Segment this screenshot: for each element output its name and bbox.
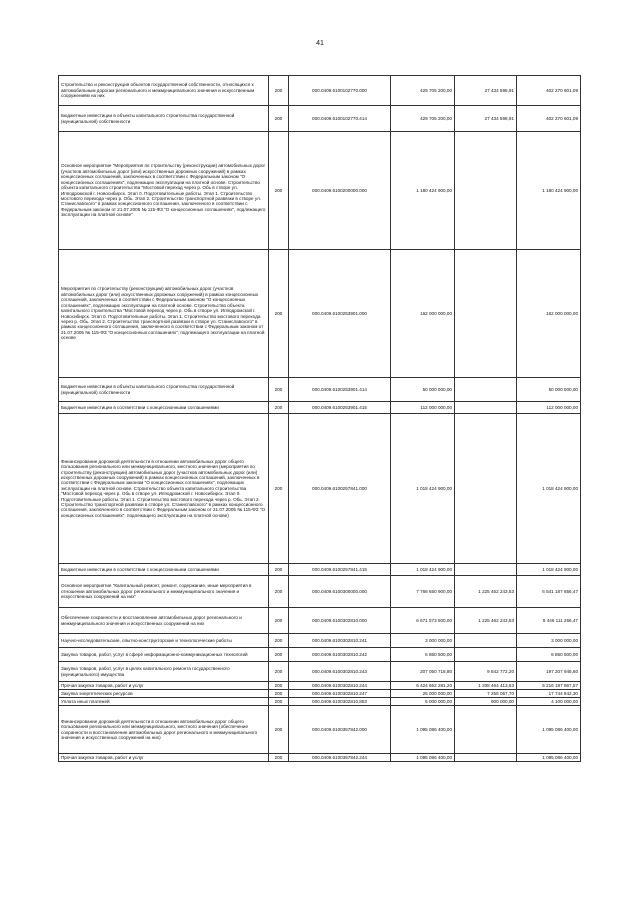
row-kbk: 000.0409.6100102770.000 — [289, 76, 391, 106]
row-remaining: 3 000 000,00 — [517, 634, 581, 648]
table-row — [59, 576, 581, 608]
row-name: Мероприятия по строительству (реконструкции) автомобильных дорог (участков автомобильных дорог (или) искусственных дорожных сооружений) в рамках концессионных соглашений, заключенных в соответствии с Федеральным законом "О концессионных соглашениях", подлежащих эксплуатации на платной основе. Строительство объекта капитального строительства "Мостовой переход через р. Обь в створе ул. Ипподромской г. Новосибирск. Этап 0. Подготовительные работы. Этап 1. Строительство мостового перехода через р. Обь. Этап 2. Строительство транспортной развязки в створе ул. Станиславского" в рамках концессионного соглашения, заключенного в соответствии с Федеральным законом от 21.07.2005 № 115-ФЗ "О концессионных соглашениях", подлежащего эксплуатации на платной основе — [59, 250, 269, 378]
row-remaining: 1 180 424 900,00 — [517, 132, 581, 250]
row-executed: 900 000,00 — [455, 698, 517, 706]
table-row — [59, 378, 581, 402]
row-approved: 25 000 000,00 — [391, 690, 455, 698]
row-code: 200 — [269, 754, 289, 762]
row-executed — [455, 132, 517, 250]
row-remaining: 17 744 942,30 — [517, 690, 581, 698]
row-approved: 429 705 200,00 — [391, 76, 455, 106]
row-kbk: 000.0409.6100302810.241 — [289, 634, 391, 648]
row-remaining: 402 270 601,09 — [517, 106, 581, 132]
row-name: Основное мероприятие "Мероприятия по строительству (реконструкции) автомобильных дорог (участков автомобильных дорог (или) искусственных дорожных сооружений) в рамках концессионных соглашений, заключенных в соответствии с Федеральным законом "О концессионных соглашениях", подлежащих эксплуатации на платной основе. Строительство объекта капитального строительства "Мостовой переход через р. Обь в створе ул. Ипподромской г. Новосибирск. Этап 0. Подготовительные работы. Этап 1. Строительство мостового перехода через р. Обь. Этап 2. Строительство транспортной развязки в створе ул. Станиславского" в рамках концессионного соглашения, заключенного в соответствии с Федеральным законом от 21.07.2005 № 115-ФЗ "О концессионных соглашениях", подлежащего эксплуатации на платной основе" — [59, 132, 269, 250]
budget-execution-table — [58, 75, 581, 762]
row-executed: 7 255 057,70 — [455, 690, 517, 698]
row-approved: 1 180 424 900,00 — [391, 132, 455, 250]
row-code: 200 — [269, 576, 289, 608]
table-row — [59, 132, 581, 250]
row-kbk: 000.0409.6100253901.000 — [289, 250, 391, 378]
row-code: 200 — [269, 682, 289, 690]
row-executed — [455, 402, 517, 414]
table-body — [59, 76, 581, 762]
row-approved: 1 095 086 400,00 — [391, 706, 455, 754]
row-remaining: 402 270 601,09 — [517, 76, 581, 106]
row-remaining: 5 216 197 867,57 — [517, 682, 581, 690]
row-remaining: 50 000 000,00 — [517, 378, 581, 402]
row-remaining: 1 018 424 900,00 — [517, 414, 581, 564]
row-code: 200 — [269, 690, 289, 698]
row-approved: 50 000 000,00 — [391, 378, 455, 402]
row-kbk: 000.0409.6100302810.247 — [289, 690, 391, 698]
row-executed: 27 434 598,91 — [455, 76, 517, 106]
table-row — [59, 706, 581, 754]
row-approved: 6 424 662 281,20 — [391, 682, 455, 690]
row-name: Закупка товаров, работ, услуг в целях капитального ремонта государственного (муниципального) имущества — [59, 662, 269, 682]
row-name: Финансирование дорожной деятельности в отношении автомобильных дорог общего пользования регионального или межмуниципального, местного значения (мероприятия по строительству (реконструкции) автомобильных дорог (участков автомобильных дорог (или) искусственных дорожных сооружений) в рамках концессионных соглашений, заключенных в соответствии с Федеральным законом "О концессионных соглашениях", подлежащих эксплуатации на платной основе. Строительство объекта капитального строительства "Мостовой переход через р. Обь в створе ул. Ипподромской г. Новосибирск. Этап 0. Подготовительные работы. Этап 1. Строительство мостового перехода через р. Обь. Этап 2. Строительство транспортной развязки в створе ул. Станиславского" в рамках концессионного соглашения, заключенного в соответствии с Федеральным законом от 21.07.2005 № 115-ФЗ "О концессионных соглашениях", подлежащего эксплуатации на платной основе) — [59, 414, 269, 564]
row-approved: 6 860 500,00 — [391, 648, 455, 662]
row-name: Финансирование дорожной деятельности в отношении автомобильных дорог общего пользования регионального или межмуниципального, местного значения (обеспечение сохранности и восстановление автомобильных дорог регионального и межмуниципального значения и искусственных сооружений на них) — [59, 706, 269, 754]
row-code: 200 — [269, 634, 289, 648]
row-code: 200 — [269, 648, 289, 662]
row-name: Уплата иных платежей — [59, 698, 269, 706]
row-name: Закупка энергетических ресурсов — [59, 690, 269, 698]
row-code: 200 — [269, 706, 289, 754]
row-remaining: 112 000 000,00 — [517, 402, 581, 414]
row-executed: 27 434 598,91 — [455, 106, 517, 132]
table-row — [59, 402, 581, 414]
row-remaining: 197 207 946,60 — [517, 662, 581, 682]
row-remaining: 1 095 086 400,00 — [517, 706, 581, 754]
row-name: Бюджетные инвестиции в соответствии с концессионными соглашениями — [59, 402, 269, 414]
table-row — [59, 648, 581, 662]
row-kbk: 000.0409.6100257841.000 — [289, 414, 391, 564]
row-code: 200 — [269, 76, 289, 106]
table-row — [59, 682, 581, 690]
row-name: Основное мероприятие "Капитальный ремонт, ремонт, содержание, иные мероприятия в отношении автомобильных дорог регионального и межмуниципального значения и искусственных сооружений на них" — [59, 576, 269, 608]
row-code: 200 — [269, 378, 289, 402]
table-row — [59, 106, 581, 132]
table-row — [59, 690, 581, 698]
row-executed — [455, 378, 517, 402]
row-kbk: 000.0409.6100300000.000 — [289, 576, 391, 608]
row-approved: 162 000 000,00 — [391, 250, 455, 378]
row-executed: 1 225 462 243,53 — [455, 576, 517, 608]
row-executed — [455, 754, 517, 762]
row-approved: 429 705 200,00 — [391, 106, 455, 132]
row-kbk: 000.0409.6100302810.853 — [289, 698, 391, 706]
row-approved: 3 000 000,00 — [391, 634, 455, 648]
table-row — [59, 250, 581, 378]
row-approved: 112 000 000,00 — [391, 402, 455, 414]
row-executed — [455, 634, 517, 648]
row-remaining: 1 095 086 400,00 — [517, 754, 581, 762]
row-approved: 1 018 424 900,00 — [391, 564, 455, 576]
row-remaining: 1 018 424 900,00 — [517, 564, 581, 576]
row-name: Прочая закупка товаров, работ и услуг — [59, 682, 269, 690]
row-kbk: 000.0409.6100302810.243 — [289, 662, 391, 682]
row-kbk: 000.0409.6100102770.414 — [289, 106, 391, 132]
row-approved: 6 671 573 500,00 — [391, 608, 455, 634]
row-remaining: 5 446 111 256,47 — [517, 608, 581, 634]
row-code: 200 — [269, 662, 289, 682]
page-number: 41 — [316, 40, 324, 47]
row-executed — [455, 250, 517, 378]
row-name: Бюджетные инвестиции в объекты капитального строительства государственной (муниципальной) собственности — [59, 378, 269, 402]
row-remaining: 6 541 187 656,47 — [517, 576, 581, 608]
row-name: Прочая закупка товаров, работ и услуг — [59, 754, 269, 762]
table-row — [59, 698, 581, 706]
row-executed: 1 225 462 243,53 — [455, 608, 517, 634]
row-remaining: 4 100 000,00 — [517, 698, 581, 706]
row-approved: 207 050 718,80 — [391, 662, 455, 682]
table-row — [59, 608, 581, 634]
table-row — [59, 662, 581, 682]
row-code: 200 — [269, 414, 289, 564]
row-name: Закупка товаров, работ, услуг в сфере информационно-коммуникационных технологий — [59, 648, 269, 662]
row-code: 200 — [269, 132, 289, 250]
row-code: 200 — [269, 608, 289, 634]
row-kbk: 000.0409.6100257841.415 — [289, 564, 391, 576]
row-kbk: 000.0409.6100302810.000 — [289, 608, 391, 634]
row-approved: 1 095 086 400,00 — [391, 754, 455, 762]
row-kbk: 000.0409.6100357842.244 — [289, 754, 391, 762]
row-code: 200 — [269, 402, 289, 414]
row-kbk: 000.0409.6100302810.242 — [289, 648, 391, 662]
table-row — [59, 634, 581, 648]
row-code: 200 — [269, 250, 289, 378]
row-executed — [455, 706, 517, 754]
row-executed: 1 208 464 413,63 — [455, 682, 517, 690]
row-executed — [455, 414, 517, 564]
row-executed: 9 842 772,20 — [455, 662, 517, 682]
table-row — [59, 754, 581, 762]
row-name: Обеспечение сохранности и восстановление автомобильных дорог регионального и межмуниципального значения и искусственных сооружений на них — [59, 608, 269, 634]
table-row — [59, 564, 581, 576]
row-remaining: 6 860 500,00 — [517, 648, 581, 662]
row-name: Бюджетные инвестиции в объекты капитального строительства государственной (муниципальной) собственности — [59, 106, 269, 132]
table-row — [59, 414, 581, 564]
row-approved: 1 018 424 900,00 — [391, 414, 455, 564]
row-name: Научно-исследовательские, опытно-конструкторские и технологические работы — [59, 634, 269, 648]
row-code: 200 — [269, 564, 289, 576]
row-kbk: 000.0409.6100253901.415 — [289, 402, 391, 414]
row-executed — [455, 648, 517, 662]
row-code: 200 — [269, 698, 289, 706]
row-executed — [455, 564, 517, 576]
row-approved: 5 000 000,00 — [391, 698, 455, 706]
row-kbk: 000.0409.6100302810.244 — [289, 682, 391, 690]
row-kbk: 000.0409.6100253901.414 — [289, 378, 391, 402]
row-kbk: 000.0409.6100357842.000 — [289, 706, 391, 754]
row-code: 200 — [269, 106, 289, 132]
row-remaining: 162 000 000,00 — [517, 250, 581, 378]
table-row — [59, 76, 581, 106]
row-name: Строительство и реконструкция объектов государственной собственности, относящихся к автомобильным дорогам регионального и межмуниципального значения и искусственным сооружениям на них — [59, 76, 269, 106]
row-name: Бюджетные инвестиции в соответствии с концессионными соглашениями — [59, 564, 269, 576]
row-approved: 7 766 650 900,00 — [391, 576, 455, 608]
row-kbk: 000.0409.6100200000.000 — [289, 132, 391, 250]
